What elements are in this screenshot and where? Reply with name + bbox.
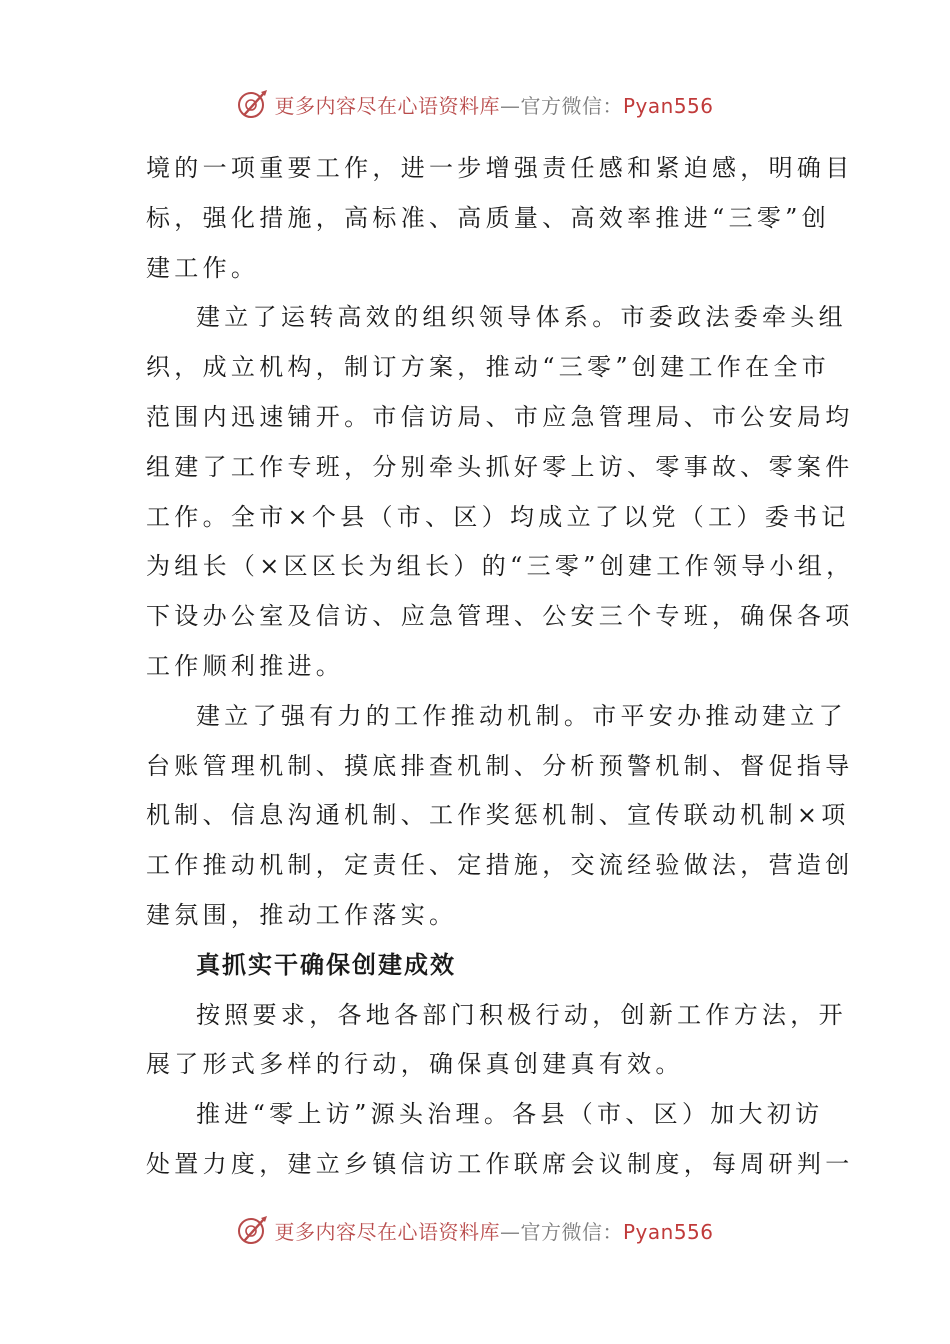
body-line: 工作推动机制，定责任、定措施，交流经验做法，营造创 [146,851,854,880]
paragraph-start-line: 推进“零上访”源头治理。各县（市、区）加大初访 [196,1100,824,1129]
watermark-main-text: 更多内容尽在心语资料库 [274,93,500,118]
body-line: 建工作。 [146,253,260,282]
paragraph-start-line: 建立了强有力的工作推动机制。市平安办推动建立了 [196,701,847,730]
body-line: 织，成立机构，制订方案，推动“三零”创建工作在全市 [146,353,831,382]
paragraph-start-line: 按照要求，各地各部门积极行动，创新工作方法，开 [196,1000,847,1029]
paragraph-start-line: 建立了运转高效的组织领导体系。市委政法委牵头组 [196,303,847,332]
body-line: 为组长（×区区长为组长）的“三零”创建工作领导小组， [146,552,855,581]
body-line: 处置力度，建立乡镇信访工作联席会议制度，每周研判一 [146,1149,854,1178]
watermark-banner-top [0,82,950,126]
body-line: 范围内迅速铺开。市信访局、市应急管理局、市公安局均 [146,402,854,431]
watermark-dash: — [499,1219,521,1244]
body-line: 建氛围，推动工作落实。 [146,900,458,929]
body-line: 工作。全市×个县（市、区）均成立了以党（工）委书记 [146,502,850,531]
body-line: 组建了工作专班，分别牵头抓好零上访、零事故、零案件 [146,452,854,481]
pen-circle-logo-icon [236,87,270,121]
watermark-wechat-id: Pyan556 [622,93,714,118]
body-line: 标，强化措施，高标准、高质量、高效率推进“三零”创 [146,203,831,232]
body-line: 工作顺利推进。 [146,651,345,680]
document-body [146,144,855,1190]
watermark-text [274,1216,713,1245]
watermark-banner-bottom [0,1208,950,1252]
body-line: 台账管理机制、摸底排查机制、分析预警机制、督促指导 [146,751,854,780]
watermark-dash: — [499,93,521,118]
body-line: 境的一项重要工作，进一步增强责任感和紧迫感，明确目 [146,154,854,182]
body-line: 机制、信息沟通机制、工作奖惩机制、宣传联动机制×项 [146,801,850,830]
watermark-wechat-label: 官方微信： [520,93,623,118]
pen-circle-logo-icon [236,1213,270,1247]
watermark-wechat-label: 官方微信： [520,1219,623,1244]
watermark-wechat-id: Pyan556 [622,1219,714,1244]
section-heading: 真抓实干确保创建成效 [196,950,456,979]
watermark-text [274,90,713,119]
watermark-main-text: 更多内容尽在心语资料库 [274,1219,500,1244]
body-line: 下设办公室及信访、应急管理、公安三个专班，确保各项 [146,602,854,631]
body-line: 展了形式多样的行动，确保真创建真有效。 [146,1050,684,1079]
